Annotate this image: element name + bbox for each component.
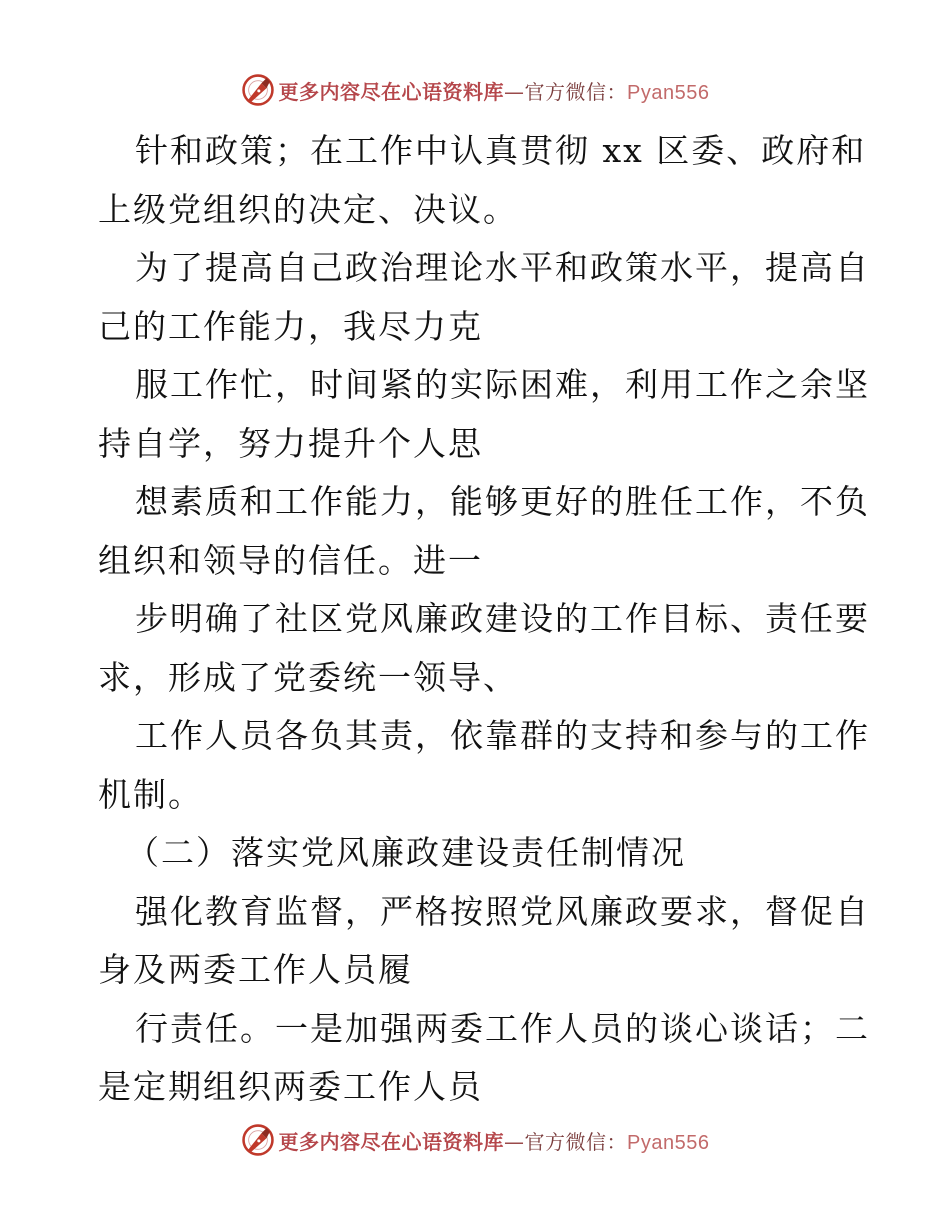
text-line: 机制。 bbox=[98, 774, 203, 814]
pen-nib-logo-icon bbox=[241, 1123, 275, 1157]
text-line: 组织和领导的信任。进一 bbox=[98, 540, 483, 580]
banner-separator: — bbox=[504, 1129, 525, 1154]
text-line: 针和政策；在工作中认真贯彻 xx 区委、政府和 bbox=[135, 131, 867, 170]
text-line: 强化教育监督，严格按照党风廉政要求，督促自 bbox=[135, 891, 870, 931]
text-line: 工作人员各负其责，依靠群的支持和参与的工作 bbox=[135, 716, 870, 755]
text-line: 己的工作能力，我尽力克 bbox=[98, 306, 483, 346]
text-line: 想素质和工作能力，能够更好的胜任工作，不负 bbox=[135, 482, 870, 521]
document-body bbox=[98, 122, 870, 1117]
section-heading: （二）落实党风廉政建设责任制情况 bbox=[126, 833, 686, 872]
banner-title: 更多内容尽在心语资料库 bbox=[278, 79, 505, 104]
header-banner bbox=[0, 70, 950, 110]
banner-separator: — bbox=[504, 79, 525, 104]
banner-wechat-label: 官方微信： bbox=[524, 1129, 628, 1154]
banner-wechat-label: 官方微信： bbox=[524, 79, 628, 104]
banner-wechat-id: Pyan556 bbox=[627, 81, 710, 104]
text-line: 行责任。一是加强两委工作人员的谈心谈话；二 bbox=[135, 1008, 870, 1048]
banner-title: 更多内容尽在心语资料库 bbox=[278, 1129, 505, 1154]
text-line: 步明确了社区党风廉政建设的工作目标、责任要 bbox=[135, 599, 870, 638]
text-line: 为了提高自己政治理论水平和政策水平，提高自 bbox=[135, 248, 870, 287]
footer-banner bbox=[0, 1120, 950, 1160]
banner-text bbox=[279, 76, 710, 105]
pen-nib-logo-icon bbox=[241, 73, 275, 107]
text-line: 上级党组织的决定、决议。 bbox=[98, 189, 518, 229]
banner-wechat-id: Pyan556 bbox=[627, 1131, 710, 1154]
banner-text bbox=[279, 1126, 710, 1155]
text-line: 是定期组织两委工作人员 bbox=[98, 1067, 483, 1106]
text-line: 求，形成了党委统一领导、 bbox=[98, 657, 518, 697]
text-line: 持自学，努力提升个人思 bbox=[98, 423, 483, 463]
text-line: 身及两委工作人员履 bbox=[98, 950, 413, 989]
text-line: 服工作忙，时间紧的实际困难，利用工作之余坚 bbox=[135, 365, 870, 404]
